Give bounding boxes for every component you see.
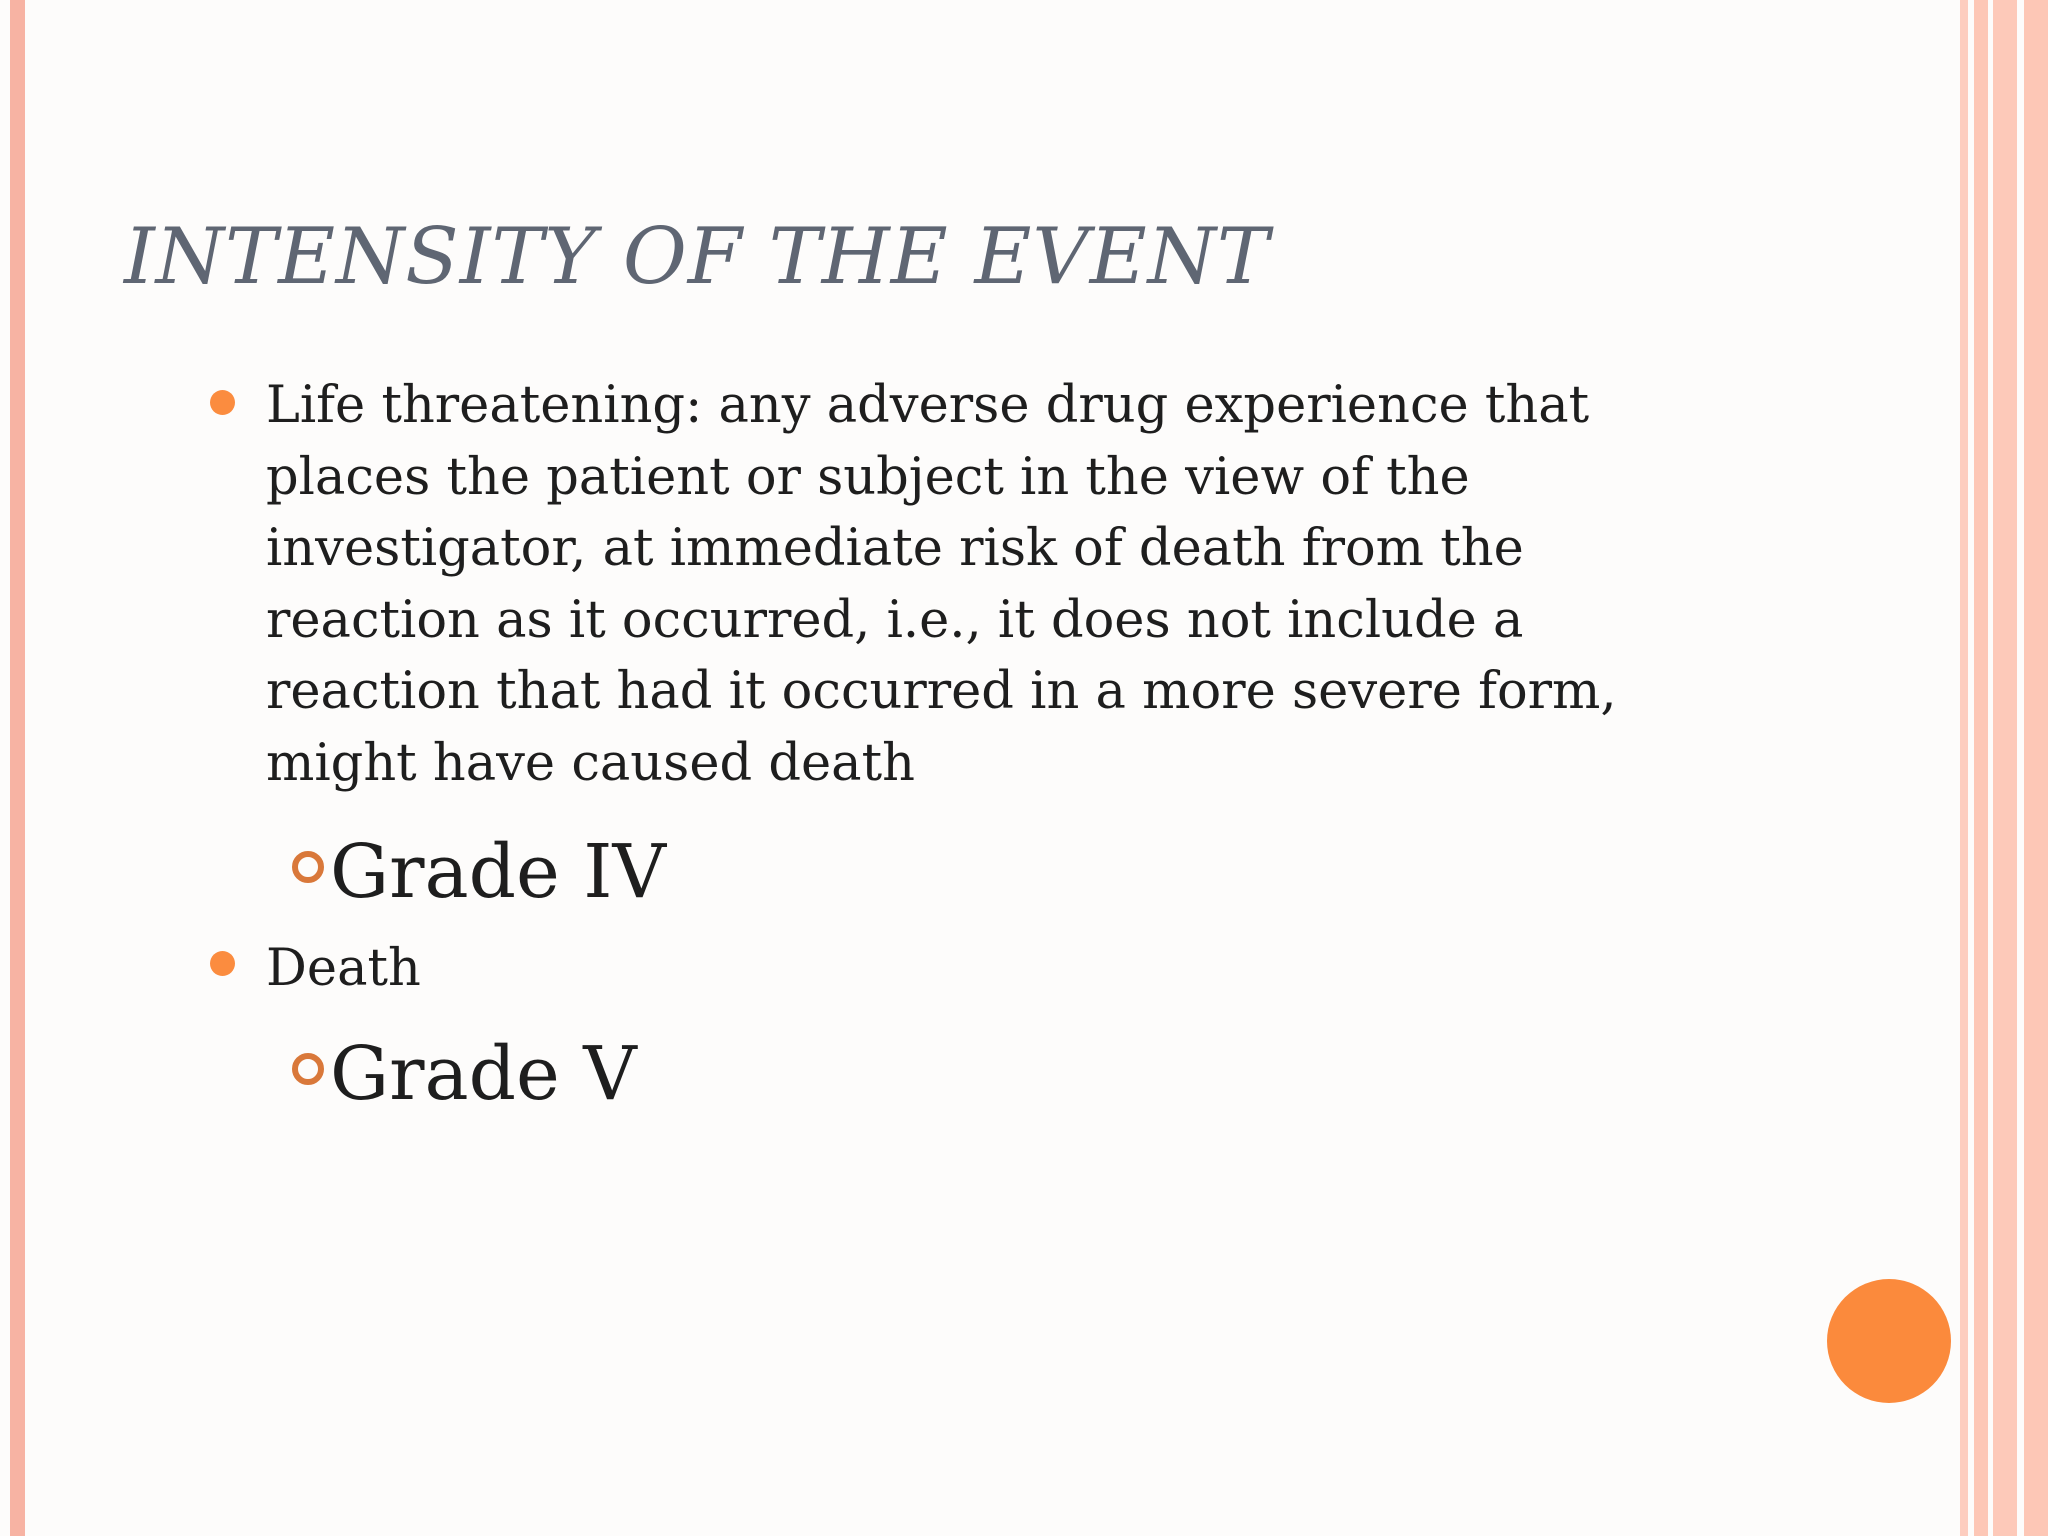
sub-item-grade-iv: Grade IV	[330, 829, 666, 915]
bullet-text-life-threatening	[266, 370, 1617, 799]
sub-item-grade-v: Grade V	[330, 1031, 637, 1117]
right-border-stripe	[2024, 0, 2048, 1536]
sub-bullet-ring-icon	[292, 851, 324, 883]
bullet-dot-icon	[210, 951, 235, 976]
bullet-line: Life threatening: any adverse drug experience that	[266, 376, 1590, 435]
bullet-text-death	[266, 933, 421, 1005]
slide-title: INTENSITY OF THE EVENT	[124, 212, 1270, 302]
bullet-line: places the patient or subject in the view of the	[266, 447, 1470, 507]
decorative-circle	[1827, 1279, 1951, 1403]
sub-bullet-ring-icon	[292, 1053, 324, 1085]
right-border-stripe	[1960, 0, 1968, 1536]
bullet-line: reaction as it occurred, i.e., it does not include a	[266, 590, 1524, 650]
right-border-stripe	[1993, 0, 2017, 1536]
bullet-line: investigator, at immediate risk of death from the	[266, 519, 1524, 578]
bullet-dot-icon	[210, 390, 235, 415]
bullet-line: might have caused death	[266, 733, 915, 793]
bullet-line: Death	[266, 939, 421, 998]
right-border-stripe	[1974, 0, 1988, 1536]
bullet-line: reaction that had it occurred in a more severe form,	[266, 662, 1617, 721]
left-border-stripe	[10, 0, 25, 1536]
